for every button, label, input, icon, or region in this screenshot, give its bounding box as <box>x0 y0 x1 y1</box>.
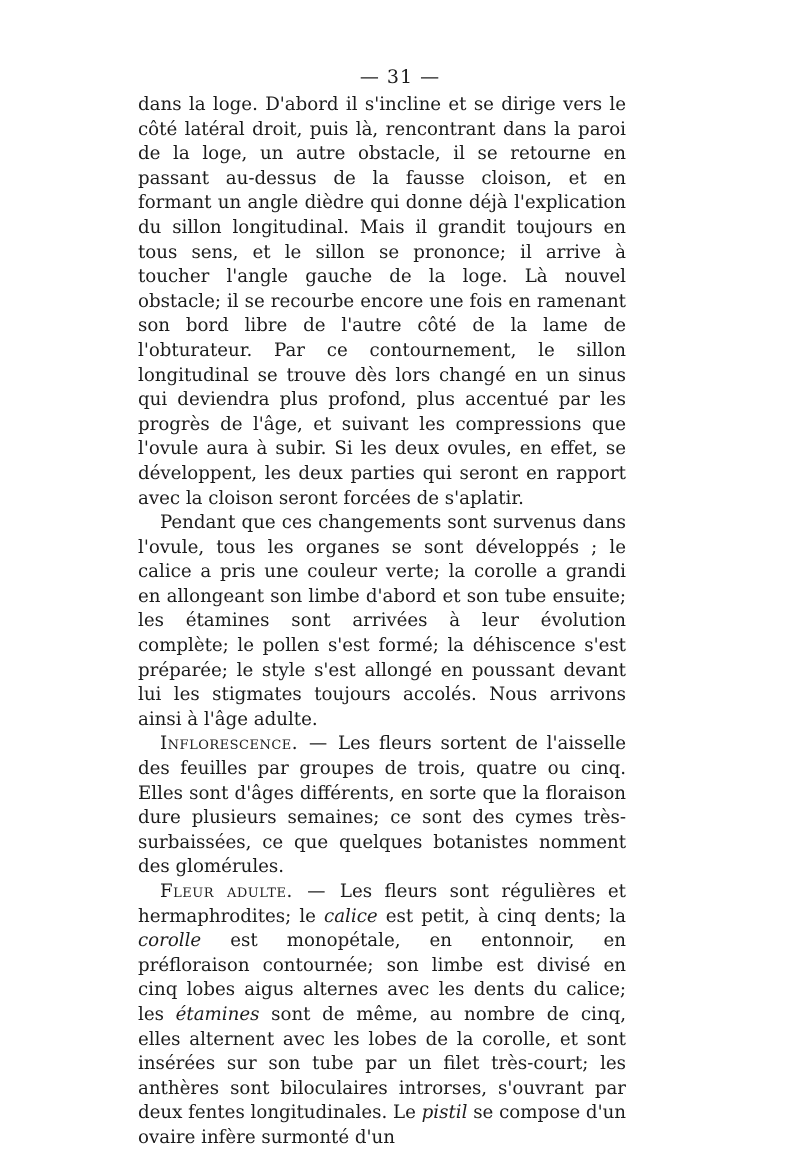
adult-flower-text: Les fleurs sont régulières et hermaphrodites; le <box>138 881 626 927</box>
inflorescence-text: Les fleurs sortent de l'aisselle des feuilles par groupes de trois, quatre ou cinq. Elles sont d'âges différents, en sorte que la floraison dure plusieurs semaines; ce sont des cymes très-surbaissées, ce que quelques botanistes nomment des glomérules. <box>138 733 626 878</box>
body-text <box>138 93 626 1151</box>
adult-flower-text: se compose d'un ovaire infère surmonté d'un <box>138 1102 627 1148</box>
adult-flower-text: est monopétale, en entonnoir, en préfloraison contournée; son limbe est divisé en cinq lobes aigus alternes avec les dents du calice; les <box>138 930 626 1025</box>
adult-flower-text: sont de même, au nombre de cinq, elles alternent avec les lobes de la corolle, et sont insérées sur son tube par un filet très-court; les anthères sont biloculaires introrses, s'ouvrant par deux fentes longitudinales. Le <box>138 1003 626 1124</box>
term-calice: calice <box>324 905 378 927</box>
term-corolle: corolle <box>138 930 202 952</box>
adult-flower-text: est petit, à cinq dents; la <box>385 905 626 927</box>
paragraph-organ-development: Pendant que ces changements sont survenus dans l'ovule, tous les organes se sont développés ; le calice a pris une couleur verte; la corolle a grandi en allongeant son limbe d'abord et son tube ensuite; les étamines sont arrivées à leur évolution complète; le pollen s'est formé; la déhiscence s'est préparée; le style s'est allongé en poussant devant lui les stigmates toujours accolés. Nous arrivons ainsi à l'âge adulte. <box>138 512 626 730</box>
section-heading-adult-flower: Fleur adulte. <box>160 881 293 902</box>
heading-dash: — <box>307 881 326 902</box>
section-heading-inflorescence: Inflorescence. <box>160 733 299 755</box>
paragraph-adult-flower <box>138 880 626 1151</box>
paragraph-inflorescence <box>138 732 626 880</box>
paragraph-ovule-growth: dans la loge. D'abord il s'incline et se dirige vers le côté latéral droit, puis là, rencontrant dans la paroi de la loge, un autre obstacle, il se retourne en passant au-dessus de la fausse cloison, et en formant un angle dièdre qui donne déjà l'explication du sillon longitudinal. Mais il grandit toujours en tous sens, et le sillon se prononce; il arrive à toucher l'angle gauche de la loge. Là nouvel obstacle; il se recourbe encore une fois en ramenant son bord libre de l'autre côté de la lame de l'obturateur. Par ce contournement, le sillon longitudinal se trouve dès lors changé en un sinus qui deviendra plus profond, plus accentué par les progrès de l'âge, et suivant les compressions que l'ovule aura à subir. Si les deux ovules, en effet, se développent, les deux parties qui seront en rapport avec la cloison seront forcées de s'aplatir. <box>138 94 626 509</box>
term-etamines: étamines <box>175 1003 260 1025</box>
term-pistil: pistil <box>421 1102 468 1124</box>
heading-dash: — <box>308 733 328 755</box>
page-number: — 31 — <box>359 66 441 88</box>
